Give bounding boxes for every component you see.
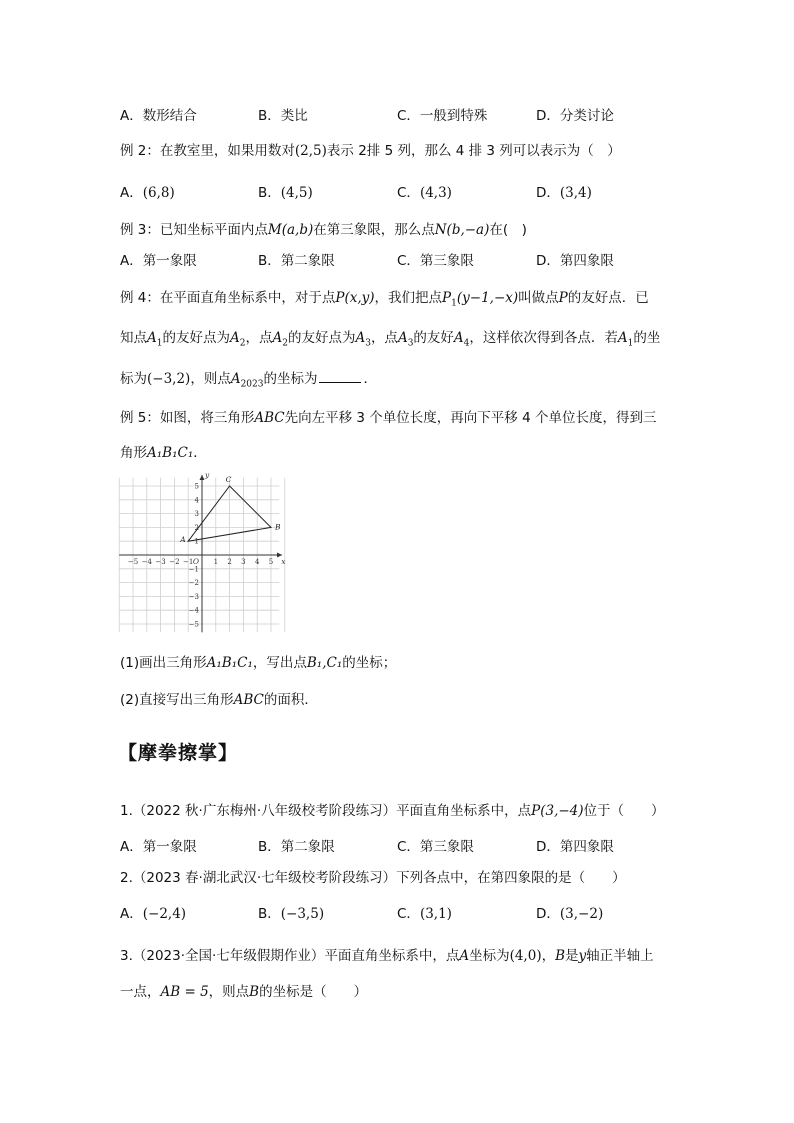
x-tick-label: 4: [254, 558, 260, 566]
problem-3-line-1: [120, 944, 654, 964]
text: 的友好点为: [162, 330, 230, 346]
ex3-option-d: D．第四象限: [536, 253, 614, 269]
text: 例 4：在平面直角坐标系中，对于点: [120, 290, 336, 306]
example-5-line-1: [120, 406, 656, 426]
example-2-text: [120, 139, 621, 159]
triangle-a1b1c1: A₁B₁C₁: [147, 445, 194, 461]
y-variable: y: [578, 948, 587, 964]
subscript: 1: [627, 338, 634, 349]
equation: AB = 5: [160, 984, 209, 1000]
text: 的坐标为: [263, 371, 318, 387]
x-tick-label: 5: [268, 558, 274, 566]
p2-option-a: [120, 902, 186, 922]
text: 3.（2023·全国·七年级假期作业）平面直角坐标系中，点: [120, 948, 460, 964]
text: ，这样依次得到各点．若: [469, 330, 618, 346]
point-a3: A: [355, 330, 366, 346]
coordinate-grid-figure: [117, 470, 297, 636]
text: ，则点: [190, 371, 231, 387]
option-label: A．: [120, 185, 143, 201]
y-tick-label: 5: [194, 482, 199, 491]
x-tick-label: −5: [127, 558, 139, 566]
example-3-text: [120, 218, 527, 238]
ex2-option-a: [120, 181, 175, 201]
text: 的坐标；: [342, 655, 397, 671]
vertex-label-c: C: [225, 475, 232, 484]
option-value: (3,1): [419, 906, 452, 922]
y-tick-label: −3: [188, 592, 199, 601]
option-label: B．: [258, 185, 281, 201]
option-label: A．: [120, 906, 143, 922]
text: 的面积．: [263, 692, 318, 708]
text: ，则点: [208, 984, 250, 1000]
point-p: P(3,−4): [531, 803, 584, 819]
option-label: C．: [397, 906, 420, 922]
answer-blank[interactable]: [319, 370, 361, 383]
text: 的友好: [413, 330, 454, 346]
ex2-option-d: [536, 181, 592, 201]
ex2-prefix: 例 2：在教室里，如果用数对: [120, 143, 295, 159]
option-value: (4,5): [280, 185, 313, 201]
ex3-option-c: C．第三象限: [397, 253, 474, 269]
y-axis-arrow: [200, 475, 205, 480]
x-axis-label: x: [281, 557, 286, 566]
text: 标为: [120, 371, 147, 387]
point-a1: A: [617, 330, 628, 346]
x-tick-label: 2: [227, 558, 232, 566]
x-tick-label: −3: [155, 558, 166, 566]
point-p-ref: P: [558, 290, 568, 306]
text: ，: [541, 948, 556, 964]
example-4-line-3: [120, 367, 377, 390]
text: (2)直接写出三角形: [120, 692, 234, 708]
example-5-sub-1: [120, 651, 396, 671]
option-value: (3,−2): [559, 906, 604, 922]
text: (1)画出三角形: [120, 655, 207, 671]
problem-1-text: [120, 799, 665, 819]
x-tick-label: 1: [213, 558, 219, 566]
text: 叫做点: [518, 290, 559, 306]
example-4-line-2: [120, 326, 660, 349]
subscript: 2: [282, 338, 288, 349]
text: ，点: [245, 330, 273, 346]
p2-option-d: [536, 902, 603, 922]
text: ，写出点: [252, 655, 307, 671]
ex3-suffix: 在( ): [489, 222, 527, 238]
option-value: (−2,4): [142, 906, 187, 922]
ex2-option-b: [258, 181, 313, 201]
point-a2: A: [272, 330, 283, 346]
p1-option-b: B．第二象限: [258, 839, 335, 855]
text: 先向左平移 3 个单位长度，再向下平移 4 个单位长度，得到三: [284, 410, 657, 426]
text: ，点: [370, 330, 398, 346]
y-tick-label: −4: [188, 606, 199, 615]
option-label: B．: [258, 906, 281, 922]
option-label: D．: [536, 185, 560, 201]
option-value: (3,4): [559, 185, 592, 201]
text: ．: [363, 371, 377, 387]
tick-labels: [128, 471, 286, 629]
text: 的坐: [633, 330, 661, 346]
option-d: D．分类讨论: [536, 108, 614, 124]
subscript: 4: [463, 338, 470, 349]
y-axis-label: y: [205, 470, 210, 480]
option-c: C．一般到特殊: [397, 108, 488, 124]
ex3-point-m: M(a,b): [267, 222, 314, 238]
text: 角形: [120, 445, 147, 461]
point-a1: A: [147, 330, 157, 346]
ex3-point-n: N(b,−a): [434, 222, 490, 238]
option-label: C．: [397, 185, 420, 201]
axes: [119, 475, 282, 632]
text: 1.（2022 秋·广东梅州·八年级校考阶段练习）平面直角坐标系中，点: [120, 803, 532, 819]
subscript: 2023: [240, 379, 264, 390]
x-tick-label: −2: [169, 558, 180, 566]
section-heading: 【摩拳擦掌】: [118, 742, 239, 764]
ex2-pair: (2,5): [294, 143, 327, 159]
example-5-sub-2: [120, 688, 318, 708]
p2-option-b: [258, 902, 324, 922]
point-a4: A: [453, 330, 464, 346]
coordinate: (−3,2): [147, 371, 191, 387]
y-tick-label: −5: [188, 620, 199, 629]
y-tick-label: 2: [194, 523, 199, 532]
triangle-abc: ABC: [254, 410, 285, 426]
triangle-abc: ABC: [233, 692, 264, 708]
x-tick-label: −4: [141, 558, 152, 566]
text: 是: [565, 948, 579, 964]
problem-2-text: 2.（2023 春·湖北武汉·七年级校考阶段练习）下列各点中，在第四象限的是（ ）: [120, 870, 626, 886]
text: 例 5：如图，将三角形: [120, 410, 255, 426]
point-a3: A: [397, 330, 408, 346]
vertex-label-b: B: [275, 522, 281, 532]
text: 知点: [120, 330, 147, 346]
text: 位于（ ）: [583, 803, 665, 819]
ex2-option-c: [397, 181, 452, 201]
p1-option-d: D．第四象限: [536, 839, 614, 855]
point-p1-coords: (y−1,−x): [456, 290, 519, 306]
option-value: (6,8): [142, 185, 175, 201]
x-tick-label: −1: [183, 558, 194, 566]
y-tick-label: 4: [194, 496, 199, 505]
ex3-mid: 在第三象限，那么点: [313, 222, 435, 238]
point-b: B: [555, 948, 566, 964]
vertex-label-a: A: [180, 535, 186, 545]
subscript: 3: [365, 338, 371, 349]
text: 轴正半轴上: [586, 948, 654, 964]
origin-label: O: [192, 557, 199, 566]
option-value: (−3,5): [280, 906, 325, 922]
text: 坐标为: [469, 948, 510, 964]
ex3-prefix: 例 3：已知坐标平面内点: [120, 222, 268, 238]
subscript: 1: [156, 338, 163, 349]
point-b: B: [249, 984, 260, 1000]
point-p1: P: [442, 290, 452, 306]
triangle-a1b1c1: A₁B₁C₁: [206, 655, 253, 671]
ex2-mid: 表示 2排 5 列，那么 4 排 3 列可以表示为（ ）: [326, 143, 621, 159]
y-tick-label: 1: [194, 537, 199, 546]
option-value: (4,3): [419, 185, 452, 201]
subscript: 1: [451, 298, 457, 309]
point-a2: A: [229, 330, 240, 346]
option-a: A．数形结合: [120, 108, 197, 124]
points-b1-c1: B₁,C₁: [306, 655, 343, 671]
point-a2023: A: [230, 371, 241, 387]
p2-option-c: [397, 902, 452, 922]
text: 的友好点为: [287, 330, 356, 346]
p1-option-c: C．第三象限: [397, 839, 474, 855]
y-tick-label: 3: [194, 510, 199, 519]
y-tick-label: −1: [188, 565, 199, 574]
text: 一点，: [120, 984, 161, 1000]
option-label: D．: [536, 906, 560, 922]
point-p: P(x,y): [335, 290, 375, 306]
y-tick-label: −2: [188, 579, 199, 588]
point-a: A: [459, 948, 470, 964]
text: 的友好点．已: [567, 290, 649, 306]
coordinate: (4,0): [509, 948, 542, 964]
ex3-option-b: B．第二象限: [258, 253, 335, 269]
example-5-line-2: [120, 441, 207, 461]
x-tick-label: 3: [241, 558, 246, 566]
text: 的坐标是（ ）: [259, 984, 368, 1000]
problem-3-line-2: [120, 980, 367, 1000]
p1-option-a: A．第一象限: [120, 839, 197, 855]
text: ．: [193, 445, 207, 461]
subscript: 2: [239, 338, 246, 349]
example-4-line-1: [120, 286, 649, 309]
text: ，我们把点: [374, 290, 443, 306]
subscript: 3: [407, 338, 414, 349]
ex3-option-a: A．第一象限: [120, 253, 197, 269]
option-b: B．类比: [258, 108, 308, 124]
